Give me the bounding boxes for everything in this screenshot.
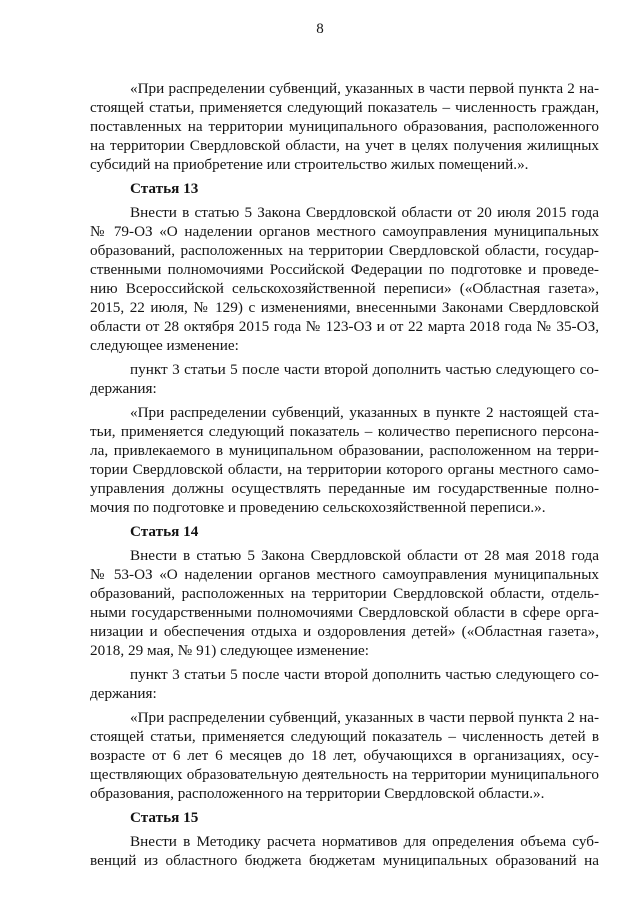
text-line: «При распределении субвенций, указанных в части первой пункта 2 на- [130, 709, 599, 726]
page-number: 8 [316, 21, 324, 37]
text-line: тории Свердловской области, на территории которого органы местного само- [90, 461, 599, 478]
text-line: № 53-ОЗ «О наделении органов местного самоуправления муниципальных [90, 566, 599, 583]
text-line: венций из областного бюджета бюджетам муниципальных образований на [90, 852, 599, 869]
text-line: стоящей статьи, применяется следующий показатель – численность детей в [90, 728, 599, 745]
article-14-heading: Статья 14 [130, 523, 199, 540]
text-line: Внести в Методику расчета нормативов для определения объема суб- [130, 833, 599, 850]
text-line: держания: [90, 685, 157, 702]
article-13-heading: Статья 13 [130, 180, 199, 197]
text-line: ными государственными полномочиями Свердловской области в сфере орга- [90, 604, 599, 621]
text-line: нию Всероссийской сельскохозяйственной переписи» («Областная газета», [90, 280, 599, 297]
text-line: субсидий на приобретение или строительство жилых помещений.». [90, 156, 529, 173]
text-line: мочия по подготовке и проведению сельскохозяйственной переписи.». [90, 499, 546, 516]
text-line: низации и обеспечения отдыха и оздоровления детей» («Областная газета», [90, 623, 599, 640]
text-line: № 79-ОЗ «О наделении органов местного самоуправления муниципальных [90, 223, 599, 240]
text-line: на территории Свердловской области, на учет в целях получения жилищных [90, 137, 599, 154]
text-line: ственными полномочиями Российской Федерации по подготовке и проведе- [90, 261, 599, 278]
text-line: «При распределении субвенций, указанных в пункте 2 настоящей ста- [130, 404, 599, 421]
text-line: образования, расположенного на территории Свердловской области.». [90, 785, 545, 802]
text-line: области от 28 октября 2015 года № 123-ОЗ и от 22 марта 2018 года № 35-ОЗ, [90, 318, 599, 335]
text-line: Внести в статью 5 Закона Свердловской области от 28 мая 2018 года [130, 547, 599, 564]
article-15-heading: Статья 15 [130, 809, 199, 826]
text-line: ла, привлекаемого в муниципальном образовании, расположенном на терри- [90, 442, 599, 459]
text-line: стоящей статьи, применяется следующий показатель – численность граждан, [90, 99, 599, 116]
text-line: образований, расположенных на территории Свердловской области, государ- [90, 242, 599, 259]
text-line: поставленных на территории муниципального образования, расположенного [90, 118, 599, 135]
text-line: держания: [90, 380, 157, 397]
text-line: возрасте от 6 лет 6 месяцев до 18 лет, обучающихся в организациях, осу- [90, 747, 599, 764]
text-line: следующее изменение: [90, 337, 239, 354]
text-line: ществляющих образовательную деятельность на территории муниципального [90, 766, 599, 783]
text-line: 2015, 22 июля, № 129) с изменениями, внесенными Законами Свердловской [90, 299, 599, 316]
text-line: образований, расположенных на территории Свердловской области, отдель- [90, 585, 599, 602]
text-line: пункт 3 статьи 5 после части второй дополнить частью следующего со- [130, 666, 599, 683]
text-line: Внести в статью 5 Закона Свердловской области от 20 июля 2015 года [130, 204, 599, 221]
text-line: «При распределении субвенций, указанных в части первой пункта 2 на- [130, 80, 599, 97]
text-line: тьи, применяется следующий показатель – количество переписного персона- [90, 423, 599, 440]
text-line: управления должны осуществлять переданные им государственные полно- [90, 480, 599, 497]
text-line: пункт 3 статьи 5 после части второй дополнить частью следующего со- [130, 361, 599, 378]
text-line: 2018, 29 мая, № 91) следующее изменение: [90, 642, 369, 659]
